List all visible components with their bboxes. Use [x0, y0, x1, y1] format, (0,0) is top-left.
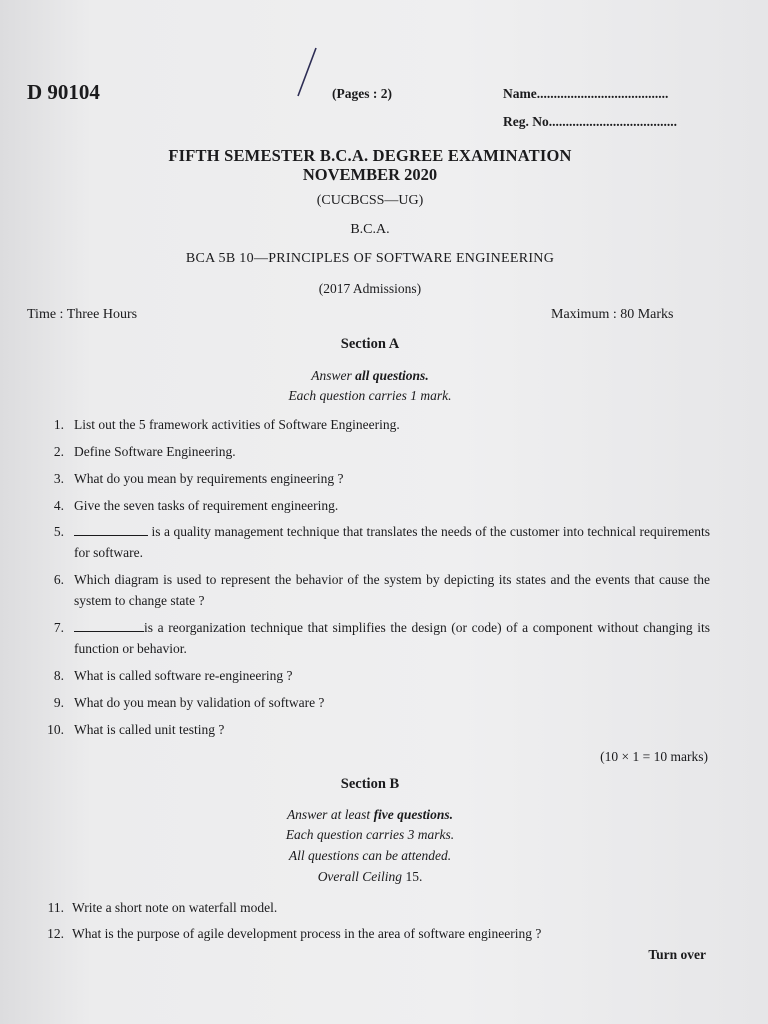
question-8	[28, 665, 710, 686]
question-number: 8.	[53, 668, 64, 683]
section-b-heading: Section B	[340, 776, 400, 792]
section-a-heading: Section A	[340, 336, 400, 352]
question-text: List out the 5 framework activities of Software Engineering.	[74, 417, 400, 432]
question-text: What do you mean by requirements engineering ?	[74, 471, 344, 486]
question-6	[28, 569, 710, 611]
question-text: What is called software re-engineering ?	[74, 668, 293, 683]
question-1	[28, 414, 710, 435]
section-a-instruction: Answer all questions.	[311, 368, 429, 383]
question-text: is a reorganization technique that simplifies the design (or code) of a component without changing its function or behavior.	[74, 620, 710, 656]
question-text: is a quality management technique that translates the needs of the customer into technical requirements for software.	[74, 524, 711, 560]
name-field: Name.......................................	[503, 86, 669, 101]
pen-mark	[280, 44, 320, 100]
question-11	[28, 897, 710, 918]
paper-code: D 90104	[27, 80, 100, 104]
question-text: What is the purpose of agile development process in the area of software engineering ?	[72, 926, 542, 941]
question-text: What is called unit testing ?	[74, 722, 225, 737]
section-b-mark-note: Each question carries 3 marks.	[285, 827, 455, 842]
exam-date: NOVEMBER 2020	[302, 165, 438, 184]
turn-over-note: Turn over	[648, 947, 706, 962]
section-a-mark-note: Each question carries 1 mark.	[288, 388, 452, 403]
question-text: Which diagram is used to represent the behavior of the system by depicting its states and the events that cause the system to change state ?	[74, 572, 710, 608]
question-10	[28, 719, 710, 740]
paper-title: BCA 5B 10—PRINCIPLES OF SOFTWARE ENGINEERING	[185, 251, 555, 266]
page-count: (Pages : 2)	[332, 86, 392, 101]
question-number: 9.	[53, 695, 64, 710]
section-b-ceiling: Overall Ceiling 15.	[317, 869, 423, 884]
question-3	[28, 468, 710, 489]
question-number: 2.	[53, 444, 64, 459]
question-5	[28, 521, 710, 563]
question-2	[28, 441, 710, 462]
question-number: 4.	[53, 498, 64, 513]
exam-scheme: (CUCBCSS—UG)	[316, 193, 424, 208]
question-number: 6.	[53, 572, 64, 587]
degree-name: B.C.A.	[350, 222, 390, 237]
time-allowed: Time : Three Hours	[27, 307, 138, 322]
question-text: Write a short note on waterfall model.	[72, 900, 278, 915]
maximum-marks: Maximum : 80 Marks	[551, 307, 674, 322]
question-9	[28, 692, 710, 713]
question-number: 10.	[47, 722, 64, 737]
reg-no-field: Reg. No......................................	[503, 114, 677, 129]
question-7	[28, 617, 710, 659]
question-number: 1.	[53, 417, 64, 432]
section-b-attend-note: All questions can be attended.	[288, 848, 452, 863]
question-number: 11.	[47, 900, 64, 915]
section-a-marks-total: (10 × 1 = 10 marks)	[600, 749, 708, 764]
admissions-year: (2017 Admissions)	[318, 281, 422, 296]
question-number: 3.	[53, 471, 64, 486]
question-text: Give the seven tasks of requirement engineering.	[74, 498, 339, 513]
question-4	[28, 495, 710, 516]
fill-in-blank	[74, 525, 148, 536]
question-number: 12.	[47, 926, 64, 941]
question-12	[28, 923, 710, 944]
question-number: 5.	[53, 524, 64, 539]
fill-in-blank	[74, 621, 144, 632]
section-b-instruction: Answer at least five questions.	[286, 807, 454, 822]
question-text: What do you mean by validation of software ?	[74, 695, 325, 710]
question-text: Define Software Engineering.	[74, 444, 236, 459]
exam-title: FIFTH SEMESTER B.C.A. DEGREE EXAMINATION	[168, 146, 572, 165]
question-number: 7.	[53, 620, 64, 635]
